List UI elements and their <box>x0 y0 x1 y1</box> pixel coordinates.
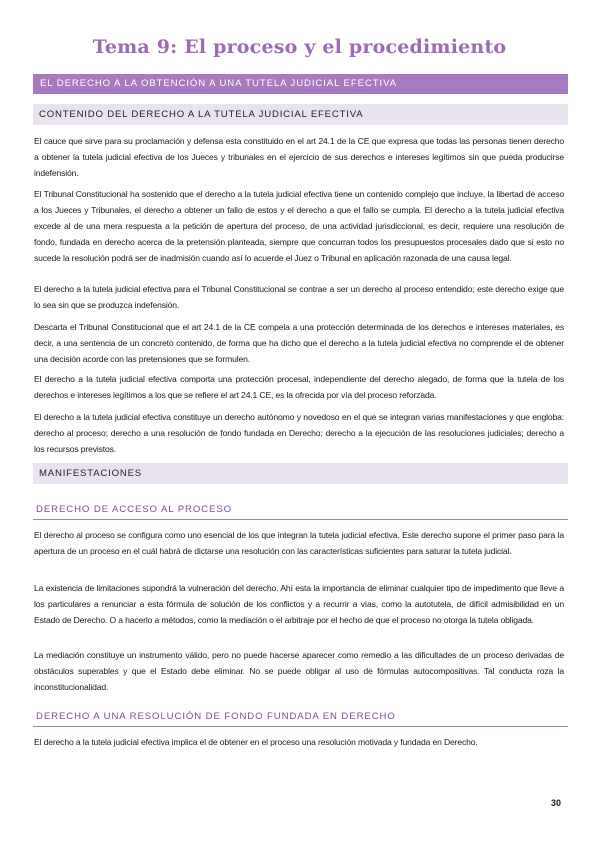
subsection-header-manifestaciones: MANIFESTACIONES <box>33 463 568 484</box>
heading-derecho-resolucion: DERECHO A UNA RESOLUCIÓN DE FONDO FUNDADA EN DERECHO <box>33 708 568 727</box>
heading-derecho-acceso: DERECHO DE ACCESO AL PROCESO <box>33 501 568 520</box>
page-number: 30 <box>551 798 562 808</box>
paragraph: La existencia de limitaciones supondrá la vulneración del derecho. Ahí esta la importancia de eliminar cualquier tipo de impedimento que lleve a los particulares a renunciar a esta fórmula de solución de los conflictos y a recurrir a vías, como la autotutela, de difícil admisibilidad en un Estado de Derecho. O a hacerlo a métodos, como la mediación o el arbitraje por el hecho de que el proceso no otorga la tutela obligada. <box>34 583 564 625</box>
paragraph: La mediación constituye un instrumento válido, pero no puede hacerse aparecer como remedio a las dificultades de un proceso derivadas de obstáculos superables y que el Estado debe eliminar. No se puede obligar al uso de fórmulas autocompositivas. Tal conducta roza la inconstitucionalidad. <box>34 650 564 692</box>
paragraph: El derecho al proceso se configura como uno esencial de los que integran la tutela judicial efectiva. Este derecho supone el primer paso para la apertura de un proceso en el cuál habrá de dictarse una resolución con las características suficientes para saturar la tutela judicial. <box>34 530 564 556</box>
paragraph: El Tribunal Constitucional ha sostenido que el derecho a la tutela judicial efectiva tiene un contenido complejo que incluye, la libertad de acceso a los Jueces y Tribunales, el derecho a obtener un fallo de estos y el derecho a que el fallo se cumpla. El derecho a la tutela judicial efectiva excede al de una mera respuesta a la petición de apertura del proceso, de una actividad jurisdiccional, es decir, requiere una resolución de fondo, fundada en derecho acerca de la pretensión planteada, siempre que concurran todos los presupuestos procesales dado que si esto no sucede la resolución podrá ser de inadmisión cuando así lo acuerde el Juez o Tribunal en aplicación razonada de una causa legal. <box>34 189 564 263</box>
section-header: EL DERECHO A LA OBTENCIÓN A UNA TUTELA JUDICIAL EFECTIVA <box>33 74 568 94</box>
paragraph: El derecho a la tutela judicial efectiva constituye un derecho autónomo y novedoso en el que se integran varias manifestaciones y que engloba: derecho al proceso; derecho a una resolución de fondo fundada en Derecho; derecho a la ejecución de las resoluciones judiciales; derecho a los recursos previstos. <box>34 412 564 454</box>
paragraph: El derecho a la tutela judicial efectiva implica el de obtener en el proceso una resolución motivada y fundada en Derecho. <box>34 737 478 747</box>
subsection-header-contenido: CONTENIDO DEL DERECHO A LA TUTELA JUDICIAL EFECTIVA <box>33 104 568 125</box>
page-title: Tema 9: El proceso y el procedimiento <box>92 36 507 58</box>
paragraph: El cauce que sirve para su proclamación y defensa esta constituido en el art 24.1 de la CE que expresa que todas las personas tienen derecho a obtener la tutela judicial efectiva de los Jueces y tribunales en el ejercicio de sus derechos e intereses legítimos sin que pueda producirse indefensión. <box>34 136 564 178</box>
paragraph: Descarta el Tribunal Constitucional que el art 24.1 de la CE compela a una protección determinada de los derechos e intereses materiales, es decir, a una sentencia de un concreto contenido, de forma que ha dicho que el derecho a la tutela judicial efectiva no comprende el de obtener una decisión acorde con las pretensiones que se formulen. <box>34 322 564 364</box>
paragraph: El derecho a la tutela judicial efectiva para el Tribunal Constitucional se contrae a ser un derecho al proceso entendido; este derecho exige que lo sea sin que se produzca indefensión. <box>34 284 564 310</box>
paragraph: El derecho a la tutela judicial efectiva comporta una protección procesal, independiente del derecho alegado, de forma que la tutela de los derechos e intereses legítimos a los que se refiere el art 24.1 CE, es la ofrecida por vía del proceso reforzada. <box>34 374 564 400</box>
